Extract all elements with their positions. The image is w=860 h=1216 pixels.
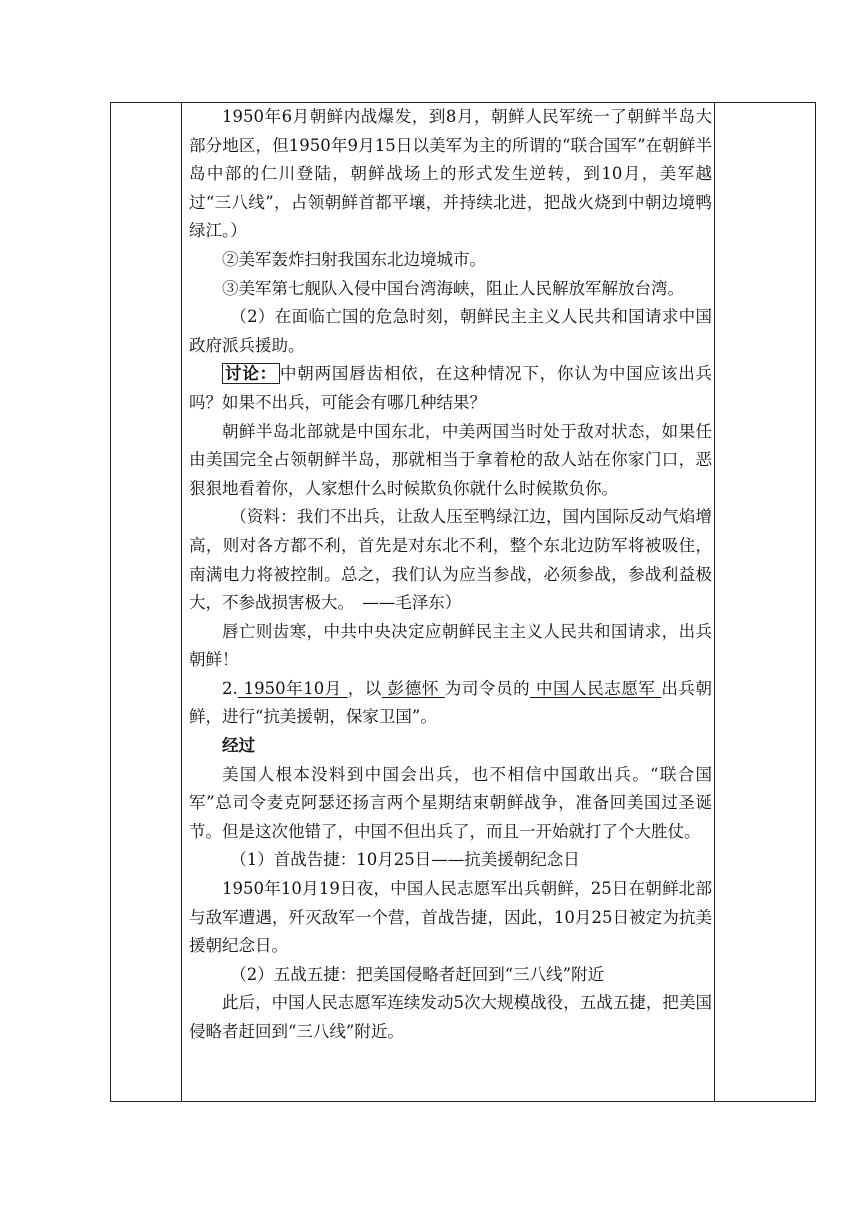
- paragraph-seventh-fleet: ③美军第七舰队入侵中国台湾海峡，阻止人民解放军解放台湾。: [222, 278, 684, 298]
- blank-army: 中国人民志愿军: [530, 678, 662, 698]
- paragraph-five-victories: 此后，中国人民志愿军连续发动5次大规模战役，五战五捷，把美国侵略者赶回到“三八线”附近。: [189, 993, 712, 1041]
- paragraph-five-victories-title: （2）五战五捷：把美国侵略者赶回到“三八线”附近: [230, 964, 605, 984]
- lesson-table: [110, 102, 816, 1102]
- fill-blank-prefix: 2.: [222, 678, 238, 698]
- column-divider-right: [714, 103, 715, 1101]
- paragraph-dprk-request: （2）在面临亡国的危急时刻，朝鲜民主主义人民共和国请求中国政府派兵援助。: [189, 307, 712, 355]
- paragraph-fill-blank: [189, 675, 712, 732]
- fill-blank-suffix: 出兵朝鲜，进行“抗美援朝，保家卫国”。: [189, 678, 712, 727]
- paragraph-first-victory: 1950年10月19日夜，中国人民志愿军出兵朝鲜，25日在朝鲜北部与敌军遭遇，歼灭敌军一个营，首战告捷，因此，10月25日被定为抗美援朝纪念日。: [189, 879, 712, 956]
- blank-commander: 彭德怀: [381, 678, 445, 698]
- paragraph-analysis: 朝鲜半岛北部就是中国东北，中美两国当时处于敌对状态，如果任由美国完全占领朝鲜半岛，那就相当于拿着枪的敌人站在你家门口，恶狠狠地看着你，人家想什么时候欺负你就什么时候欺负你。: [189, 421, 712, 498]
- paragraph-korean-war-background: 1950年6月朝鲜内战爆发，到8月，朝鲜人民军统一了朝鲜半岛大部分地区，但1950年9月15日以美军为主的所谓的“联合国军”在朝鲜半岛中部的仁川登陆，朝鲜战场上的形式发生逆转，到10月，美军越过“三八线”，占领朝鲜首都平壤，并持续北进，把战火烧到中朝边境鸭绿江。）: [189, 107, 712, 241]
- column-divider-left: [181, 103, 182, 1101]
- fill-blank-mid1: ，以: [347, 678, 382, 698]
- discussion-text: 中朝两国唇齿相依，在这种情况下，你认为中国应该出兵吗？如果不出兵，可能会有哪几种结果？: [189, 364, 713, 412]
- paragraph-us-bombing: ②美军轰炸扫射我国东北边境城市。: [222, 249, 486, 269]
- paragraph-decision: 唇亡则齿寒，中共中央决定应朝鲜民主主义人民共和国请求，出兵朝鲜！: [189, 621, 712, 670]
- section-heading-process: 经过: [222, 736, 255, 756]
- blank-date: 1950年10月: [237, 678, 348, 698]
- paragraph-first-victory-title: （1）首战告捷：10月25日——抗美援朝纪念日: [230, 850, 580, 870]
- paragraph-us-underestimate: 美国人根本没料到中国会出兵，也不相信中国敢出兵。“联合国军”总司令麦克阿瑟还扬言两个星期结束朝鲜战争，准备回美国过圣诞节。但是这次他错了，中国不但出兵了，而且一开始就打了个大胜仗。: [189, 764, 712, 841]
- paragraph-mao-quote: （资料：我们不出兵，让敌人压至鸭绿江边，国内国际反动气焰增高，则对各方都不利，首先是对东北不利，整个东北边防军将被吸住，南满电力将被控制。总之，我们认为应当参战，必须参战，参战利益极大，不参战损害极大。 ——毛泽东）: [189, 507, 712, 613]
- fill-blank-mid2: 为司令员的: [444, 678, 531, 698]
- lesson-content: [189, 103, 712, 1047]
- paragraph-discussion: [189, 360, 712, 417]
- discussion-label: 讨论：: [222, 363, 280, 384]
